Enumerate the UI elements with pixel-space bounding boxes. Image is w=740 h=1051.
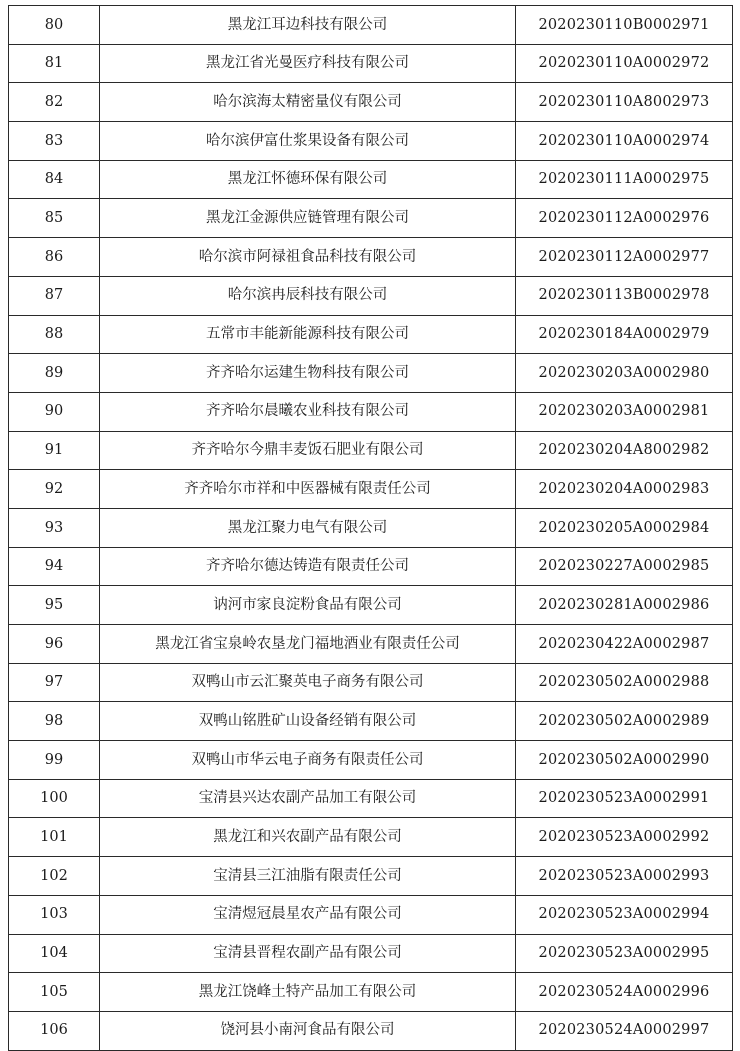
- registration-code-cell: 2020230205A0002984: [516, 508, 733, 547]
- registration-code-cell: 2020230110A8002973: [516, 83, 733, 122]
- company-name-cell: 宝清县兴达农副产品加工有限公司: [100, 779, 516, 818]
- row-number-cell: 81: [9, 44, 100, 83]
- registration-code-cell: 2020230203A0002981: [516, 392, 733, 431]
- registration-code-cell: 2020230112A0002977: [516, 238, 733, 277]
- row-number-cell: 105: [9, 973, 100, 1012]
- registration-code-cell: 2020230502A0002989: [516, 702, 733, 741]
- row-number-cell: 92: [9, 470, 100, 509]
- table-row: [9, 470, 733, 509]
- row-number-cell: 83: [9, 122, 100, 161]
- registration-code-cell: 2020230281A0002986: [516, 586, 733, 625]
- company-name-cell: 黑龙江聚力电气有限公司: [100, 508, 516, 547]
- table-row: [9, 1011, 733, 1050]
- registration-code-cell: 2020230502A0002988: [516, 663, 733, 702]
- row-number-cell: 101: [9, 818, 100, 857]
- table-row: [9, 663, 733, 702]
- company-name-cell: 宝清县三江油脂有限责任公司: [100, 857, 516, 896]
- row-number-cell: 93: [9, 508, 100, 547]
- row-number-cell: 94: [9, 547, 100, 586]
- table-row: [9, 973, 733, 1012]
- table-row: [9, 779, 733, 818]
- row-number-cell: 84: [9, 160, 100, 199]
- company-name-cell: 齐齐哈尔今鼎丰麦饭石肥业有限公司: [100, 431, 516, 470]
- table-row: [9, 857, 733, 896]
- row-number-cell: 104: [9, 934, 100, 973]
- company-name-cell: 哈尔滨冉辰科技有限公司: [100, 276, 516, 315]
- company-name-cell: 黑龙江和兴农副产品有限公司: [100, 818, 516, 857]
- table-row: [9, 276, 733, 315]
- table-body: [9, 6, 733, 1051]
- row-number-cell: 99: [9, 741, 100, 780]
- registration-code-cell: 2020230422A0002987: [516, 625, 733, 664]
- table-row: [9, 586, 733, 625]
- row-number-cell: 100: [9, 779, 100, 818]
- company-name-cell: 黑龙江耳边科技有限公司: [100, 6, 516, 45]
- company-name-cell: 双鸭山铭胜矿山设备经销有限公司: [100, 702, 516, 741]
- registration-code-cell: 2020230227A0002985: [516, 547, 733, 586]
- registration-code-cell: 2020230502A0002990: [516, 741, 733, 780]
- table-row: [9, 6, 733, 45]
- company-name-cell: 齐齐哈尔德达铸造有限责任公司: [100, 547, 516, 586]
- row-number-cell: 89: [9, 354, 100, 393]
- table-row: [9, 625, 733, 664]
- company-name-cell: 宝清县晋程农副产品有限公司: [100, 934, 516, 973]
- registration-code-cell: 2020230113B0002978: [516, 276, 733, 315]
- table-row: [9, 238, 733, 277]
- table-row: [9, 354, 733, 393]
- table-row: [9, 547, 733, 586]
- table-row: [9, 44, 733, 83]
- registration-code-cell: 2020230523A0002994: [516, 895, 733, 934]
- table-row: [9, 934, 733, 973]
- company-name-cell: 饶河县小南河食品有限公司: [100, 1011, 516, 1050]
- table-row: [9, 818, 733, 857]
- row-number-cell: 102: [9, 857, 100, 896]
- registration-code-cell: 2020230523A0002991: [516, 779, 733, 818]
- registration-code-cell: 2020230110A0002972: [516, 44, 733, 83]
- row-number-cell: 87: [9, 276, 100, 315]
- table-row: [9, 160, 733, 199]
- table-row: [9, 315, 733, 354]
- registration-code-cell: 2020230524A0002997: [516, 1011, 733, 1050]
- row-number-cell: 97: [9, 663, 100, 702]
- row-number-cell: 96: [9, 625, 100, 664]
- row-number-cell: 88: [9, 315, 100, 354]
- registration-code-cell: 2020230111A0002975: [516, 160, 733, 199]
- row-number-cell: 95: [9, 586, 100, 625]
- company-name-cell: 讷河市家良淀粉食品有限公司: [100, 586, 516, 625]
- company-name-cell: 黑龙江省光曼医疗科技有限公司: [100, 44, 516, 83]
- table-row: [9, 741, 733, 780]
- row-number-cell: 85: [9, 199, 100, 238]
- row-number-cell: 91: [9, 431, 100, 470]
- company-name-cell: 黑龙江省宝泉岭农垦龙门福地酒业有限责任公司: [100, 625, 516, 664]
- table-row: [9, 83, 733, 122]
- table-row: [9, 895, 733, 934]
- registration-code-cell: 2020230110A0002974: [516, 122, 733, 161]
- table-row: [9, 702, 733, 741]
- company-name-cell: 宝清煜冠晨星农产品有限公司: [100, 895, 516, 934]
- company-name-cell: 五常市丰能新能源科技有限公司: [100, 315, 516, 354]
- company-name-cell: 齐齐哈尔市祥和中医器械有限责任公司: [100, 470, 516, 509]
- registration-code-cell: 2020230112A0002976: [516, 199, 733, 238]
- table-row: [9, 508, 733, 547]
- row-number-cell: 90: [9, 392, 100, 431]
- company-name-cell: 双鸭山市云汇聚英电子商务有限公司: [100, 663, 516, 702]
- company-name-cell: 黑龙江金源供应链管理有限公司: [100, 199, 516, 238]
- table-row: [9, 392, 733, 431]
- registration-code-cell: 2020230524A0002996: [516, 973, 733, 1012]
- registration-code-cell: 2020230204A0002983: [516, 470, 733, 509]
- row-number-cell: 103: [9, 895, 100, 934]
- company-name-cell: 齐齐哈尔运建生物科技有限公司: [100, 354, 516, 393]
- registration-code-cell: 2020230523A0002993: [516, 857, 733, 896]
- registration-code-cell: 2020230523A0002992: [516, 818, 733, 857]
- row-number-cell: 106: [9, 1011, 100, 1050]
- row-number-cell: 82: [9, 83, 100, 122]
- row-number-cell: 98: [9, 702, 100, 741]
- table-row: [9, 199, 733, 238]
- company-name-cell: 齐齐哈尔晨曦农业科技有限公司: [100, 392, 516, 431]
- registration-code-cell: 2020230184A0002979: [516, 315, 733, 354]
- registration-code-cell: 2020230110B0002971: [516, 6, 733, 45]
- company-name-cell: 黑龙江怀德环保有限公司: [100, 160, 516, 199]
- row-number-cell: 86: [9, 238, 100, 277]
- registration-table: [8, 5, 733, 1051]
- row-number-cell: 80: [9, 6, 100, 45]
- table-row: [9, 431, 733, 470]
- registration-code-cell: 2020230523A0002995: [516, 934, 733, 973]
- registration-code-cell: 2020230203A0002980: [516, 354, 733, 393]
- company-name-cell: 双鸭山市华云电子商务有限责任公司: [100, 741, 516, 780]
- company-name-cell: 哈尔滨市阿禄祖食品科技有限公司: [100, 238, 516, 277]
- company-name-cell: 哈尔滨伊富仕浆果设备有限公司: [100, 122, 516, 161]
- company-name-cell: 哈尔滨海太精密量仪有限公司: [100, 83, 516, 122]
- company-name-cell: 黑龙江饶峰土特产品加工有限公司: [100, 973, 516, 1012]
- registration-code-cell: 2020230204A8002982: [516, 431, 733, 470]
- table-row: [9, 122, 733, 161]
